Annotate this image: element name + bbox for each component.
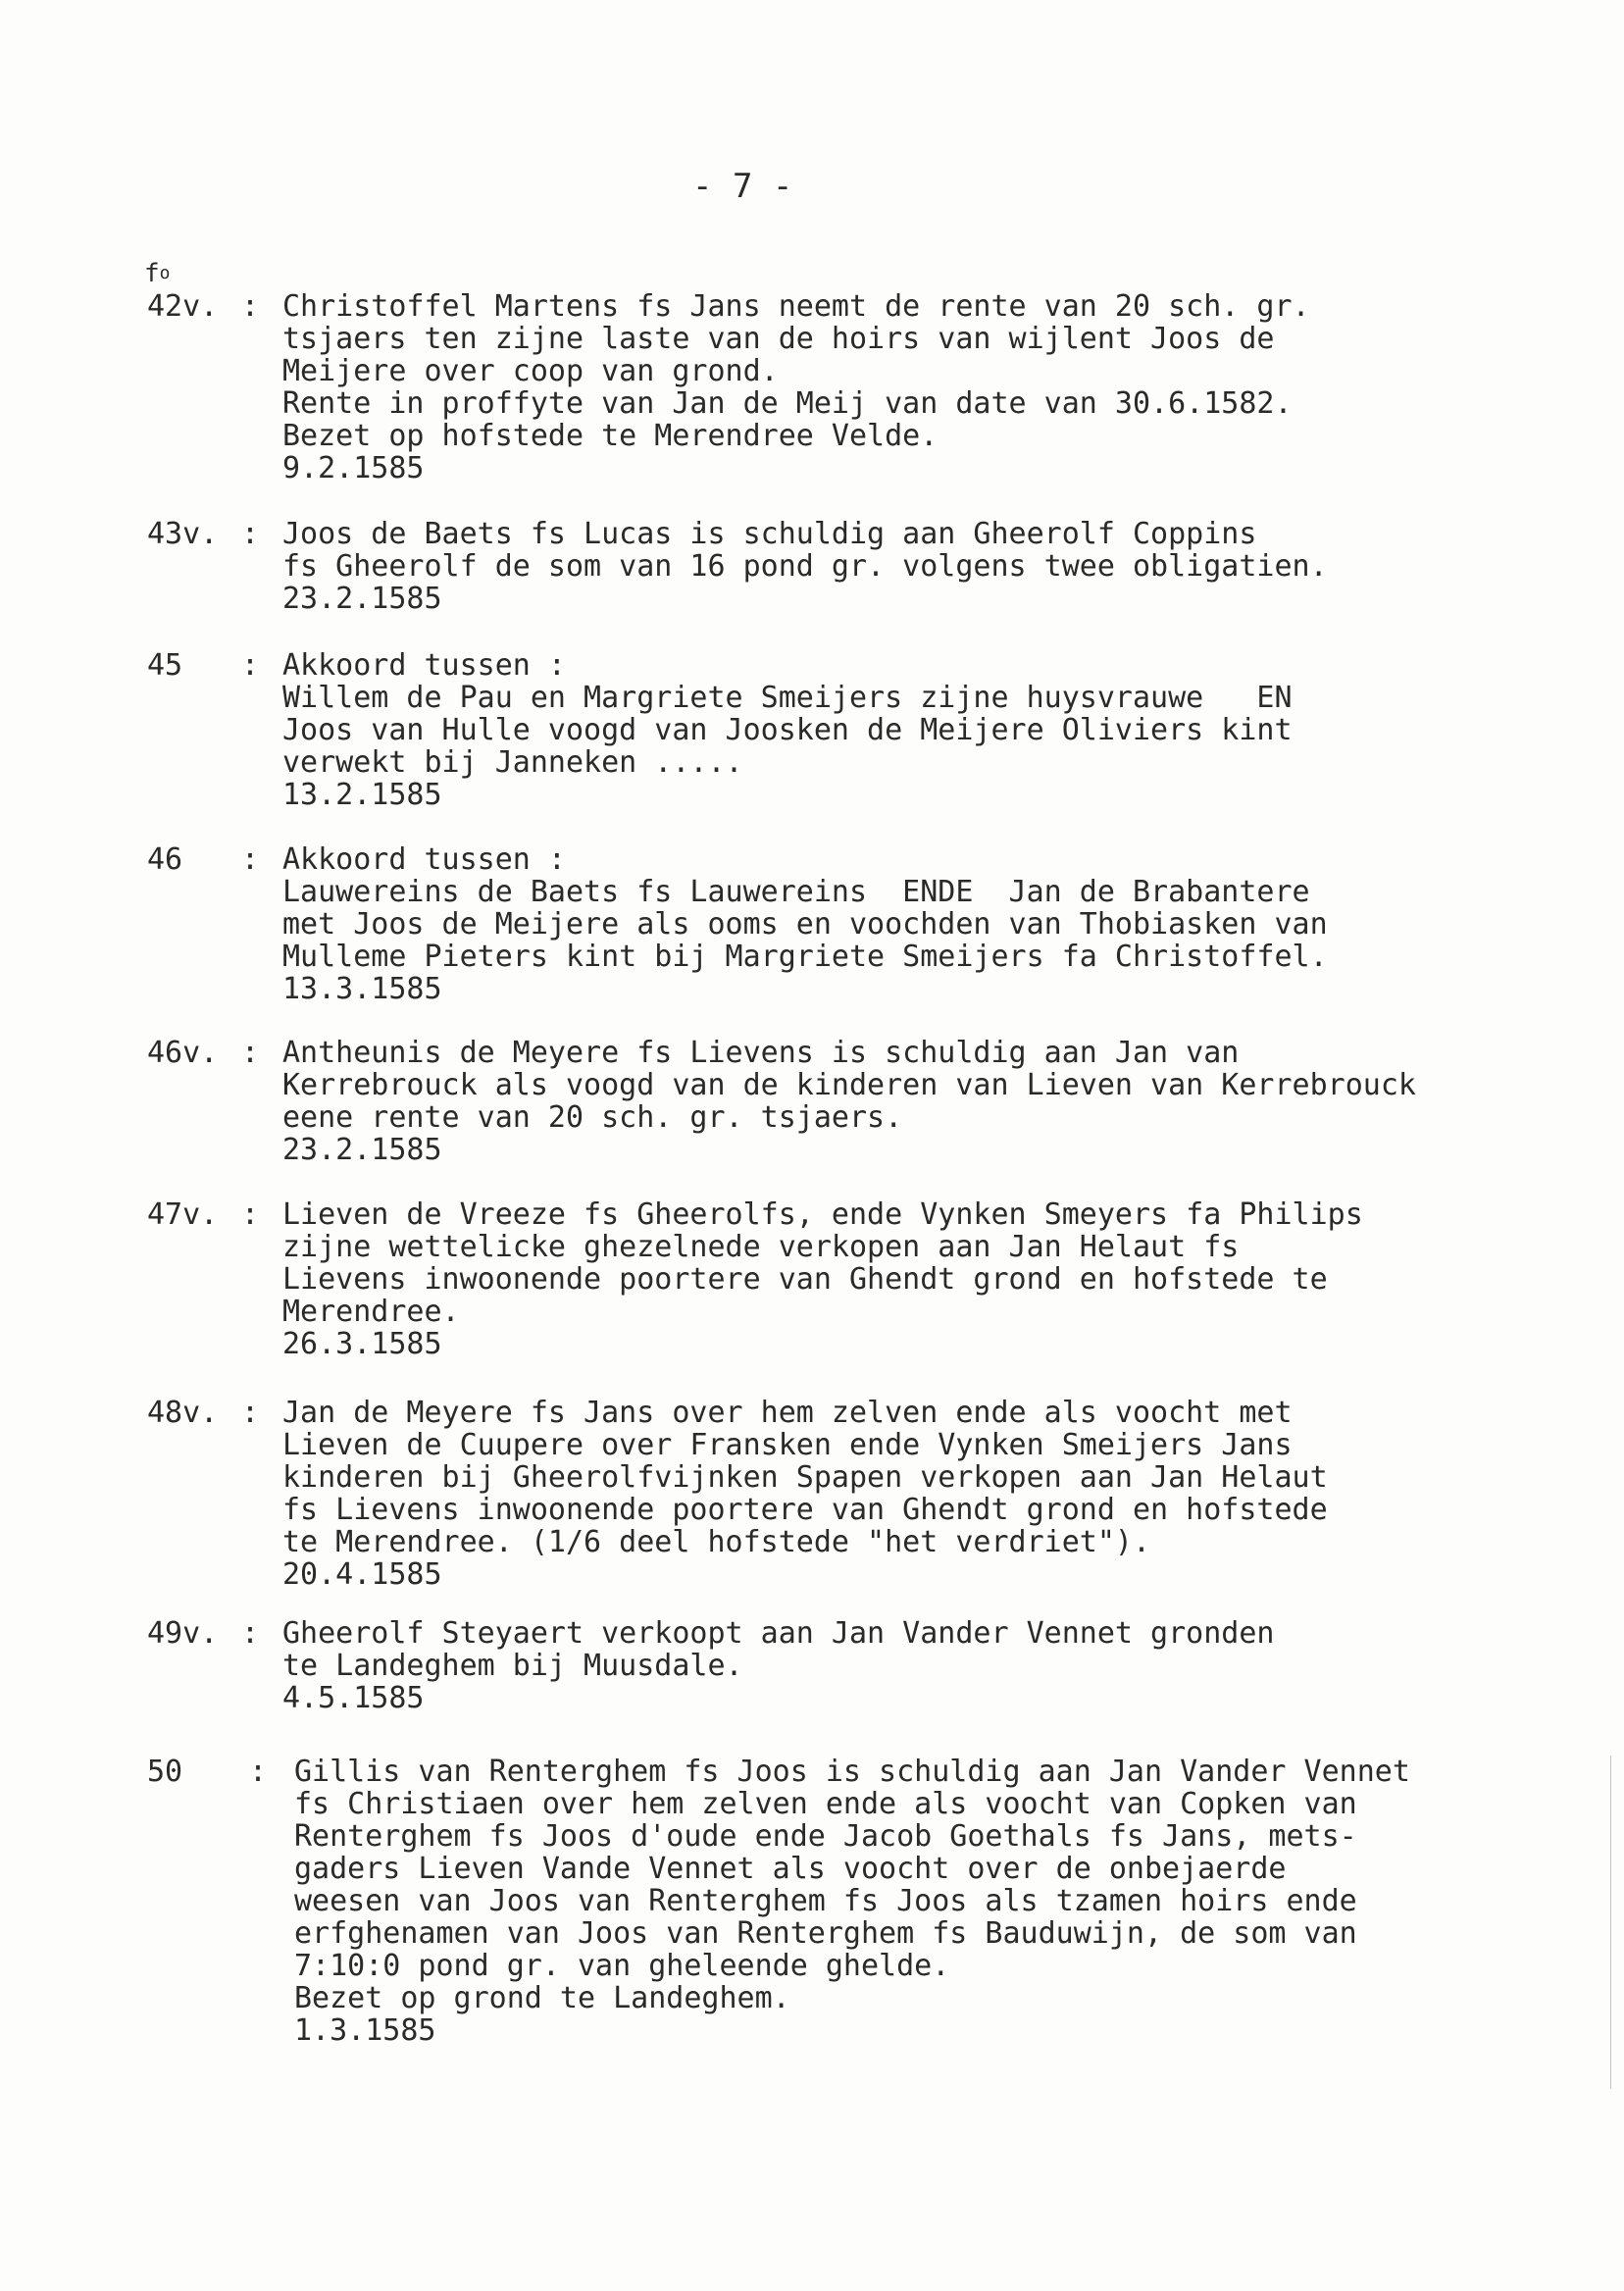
entry-separator: : <box>241 1197 260 1232</box>
entry-line: Lievens inwoonende poortere van Ghendt grond en hofstede te <box>282 1262 1328 1297</box>
entry-line: 23.2.1585 <box>282 582 442 616</box>
folio-number: 43v. <box>147 517 219 551</box>
folio-label-main: f <box>144 259 160 288</box>
entry-line: Joos de Baets fs Lucas is schuldig aan Gheerolf Coppins <box>282 517 1257 551</box>
entry-line: zijne wettelicke ghezelnede verkopen aan Jan Helaut fs <box>282 1230 1240 1264</box>
entry-line: 20.4.1585 <box>282 1557 442 1592</box>
entry-line: met Joos de Meijere als ooms en voochden van Thobiasken van <box>282 907 1328 942</box>
page-number: - 7 - <box>692 167 793 206</box>
entry-separator: : <box>241 1036 260 1070</box>
folio-number: 49v. <box>147 1616 219 1651</box>
entry-line: Gillis van Renterghem fs Joos is schuldig aan Jan Vander Vennet <box>294 1755 1410 1789</box>
entry-line: te Merendree. (1/6 deel hofstede "het verdriet"). <box>282 1525 1151 1559</box>
entry-separator: : <box>241 289 260 324</box>
entry-line: gaders Lieven Vande Vennet als voocht over de onbejaerde <box>294 1852 1287 1886</box>
folio-number: 48v. <box>147 1396 219 1430</box>
entry-line: Antheunis de Meyere fs Lievens is schuldig aan Jan van <box>282 1036 1240 1070</box>
entry-line: Rente in proffyte van Jan de Meij van date van 30.6.1582. <box>282 386 1293 421</box>
entry-line: Merendree. <box>282 1295 460 1329</box>
entry-line: weesen van Joos van Renterghem fs Joos als tzamen hoirs ende <box>294 1884 1357 1918</box>
entry-line: Lieven de Vreeze fs Gheerolfs, ende Vynken Smeyers fa Philips <box>282 1197 1363 1232</box>
entry-line: Bezet op grond te Landeghem. <box>294 1981 790 2015</box>
entry-line: fs Christiaen over hem zelven ende als voocht van Copken van <box>294 1787 1357 1821</box>
folio-number: 42v. <box>147 289 219 324</box>
entry-line: Lauwereins de Baets fs Lauwereins ENDE Jan de Brabantere <box>282 875 1310 909</box>
folio-number: 45 <box>147 648 183 683</box>
entry-separator: : <box>241 1616 260 1651</box>
entry-separator: : <box>241 648 260 683</box>
folio-number: 46v. <box>147 1036 219 1070</box>
entry-line: erfghenamen van Joos van Renterghem fs Bauduwijn, de som van <box>294 1916 1357 1951</box>
entry-line: Akkoord tussen : <box>282 648 566 683</box>
entry-line: 23.2.1585 <box>282 1133 442 1167</box>
entry-line: Mulleme Pieters kint bij Margriete Smeijers fa Christoffel. <box>282 940 1328 974</box>
entry-line: 4.5.1585 <box>282 1681 425 1715</box>
folio-number: 47v. <box>147 1197 219 1232</box>
scan-edge-line <box>1610 1756 1611 2089</box>
entry-separator: : <box>249 1755 268 1789</box>
entry-line: Jan de Meyere fs Jans over hem zelven ende als voocht met <box>282 1396 1293 1430</box>
entry-line: Renterghem fs Joos d'oude ende Jacob Goethals fs Jans, mets- <box>294 1819 1357 1854</box>
folio-label-superscript: o <box>159 263 171 283</box>
entry-line: fs Lievens inwoonende poortere van Ghendt grond en hofstede <box>282 1493 1328 1527</box>
entry-separator: : <box>241 1396 260 1430</box>
entry-line: Kerrebrouck als voogd van de kinderen van Lieven van Kerrebrouck <box>282 1068 1416 1102</box>
entry-line: 1.3.1585 <box>294 2013 436 2048</box>
entry-line: verwekt bij Janneken ..... <box>282 745 743 780</box>
entry-line: 26.3.1585 <box>282 1327 442 1361</box>
entry-separator: : <box>241 517 260 551</box>
entry-line: te Landeghem bij Muusdale. <box>282 1649 743 1683</box>
entry-line: Akkoord tussen : <box>282 842 566 877</box>
entry-line: Gheerolf Steyaert verkoopt aan Jan Vander Vennet gronden <box>282 1616 1275 1651</box>
entry-line: 9.2.1585 <box>282 451 425 485</box>
entry-line: Christoffel Martens fs Jans neemt de rente van 20 sch. gr. <box>282 289 1310 324</box>
entry-line: 13.2.1585 <box>282 778 442 812</box>
entry-separator: : <box>241 842 260 877</box>
entry-line: Joos van Hulle voogd van Joosken de Meijere Oliviers kint <box>282 713 1293 747</box>
entry-line: 7:10:0 pond gr. van gheleende ghelde. <box>294 1949 950 1983</box>
entry-line: Bezet op hofstede te Merendree Velde. <box>282 419 939 453</box>
folio-number: 50 <box>147 1755 183 1789</box>
entry-line: tsjaers ten zijne laste van de hoirs van wijlent Joos de <box>282 322 1275 356</box>
entry-line: eene rente van 20 sch. gr. tsjaers. <box>282 1100 903 1135</box>
entry-line: 13.3.1585 <box>282 972 442 1006</box>
entry-line: Lieven de Cuupere over Fransken ende Vynken Smeijers Jans <box>282 1428 1293 1462</box>
entry-line: Meijere over coop van grond. <box>282 354 779 388</box>
entry-line: Willem de Pau en Margriete Smeijers zijne huysvrauwe EN <box>282 681 1293 715</box>
entry-line: fs Gheerolf de som van 16 pond gr. volgens twee obligatien. <box>282 549 1328 584</box>
folio-column-label <box>144 261 171 286</box>
folio-number: 46 <box>147 842 183 877</box>
entry-line: kinderen bij Gheerolfvijnken Spapen verkopen aan Jan Helaut <box>282 1460 1328 1495</box>
